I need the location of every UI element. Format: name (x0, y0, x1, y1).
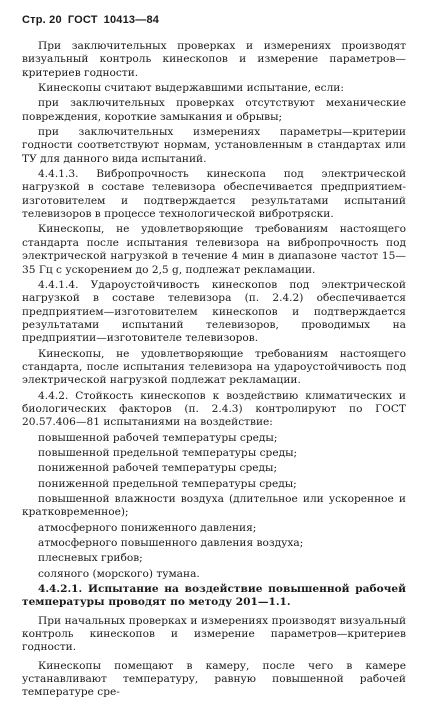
factor-item: атмосферного пониженного давления; (38, 521, 257, 534)
document-body (22, 40, 406, 702)
paragraph: Кинескопы, не удовлетворяющие требованиям настоящего стандарта, после испытания телевизора на удароустойчивость под электрической нагрузкой подлежат рекламации. (22, 347, 406, 387)
paragraph: При заключительных проверках и измерениях производят визуальный контроль кинескопов и измерение параметров—критериев годности. (22, 40, 406, 79)
factor-item: повышенной влажности воздуха (длительное или ускоренное и кратковременное); (22, 493, 406, 519)
clause-4-4-2-1: 4.4.2.1. Испытание на воздействие повышенной рабочей температуры проводят по методу 201—1.1. (22, 583, 406, 609)
page-number: Стр. 20 (22, 14, 62, 26)
factor-item: плесневых грибов; (38, 552, 143, 565)
paragraph: При начальных проверках и измерениях производят визуальный контроль кинескопов и измерение параметров—критериев годности. (22, 614, 406, 654)
standard-label: ГОСТ (67, 14, 98, 26)
paragraph: при заключительных измерениях параметры—критерии годности соответствуют нормам, установленным в стандартах или ТУ для данного вида испытаний. (22, 126, 406, 165)
factor-item: повышенной рабочей температуры среды; (38, 431, 278, 444)
paragraph: Кинескопы считают выдержавшими испытание, если: (38, 82, 344, 95)
factor-item: повышенной предельной температуры среды; (38, 446, 298, 459)
factor-item: атмосферного повышенного давления воздуха; (38, 537, 304, 550)
clause-4-4-1-3: 4.4.1.3. Вибропрочность кинескопа под электрической нагрузкой в составе телевизора обеспечивается предприятием-изготовителем и подтверждается результатами испытаний телевизоров в процессе технологической вибротряски. (22, 168, 406, 221)
factor-item: пониженной предельной температуры среды; (38, 477, 297, 490)
paragraph: при заключительных проверках отсутствуют механические повреждения, короткие замыкания и обрывы; (22, 97, 406, 123)
factor-item: пониженной рабочей температуры среды; (38, 462, 278, 475)
clause-4-4-2: 4.4.2. Стойкость кинескопов к воздействию климатических и биологических факторов (п. 2.4.3) контролируют по ГОСТ 20.57.406—81 испытаниями на воздействие: (22, 389, 406, 429)
standard-number: 10413—84 (103, 14, 160, 26)
page-header (22, 14, 165, 26)
factor-item: соляного (морского) тумана. (38, 567, 200, 580)
clause-4-4-1-4: 4.4.1.4. Удароустойчивость кинескопов под электрической нагрузкой в составе телевизора (п. 2.4.2) обеспечивается предприятием—изготовителем кинескопов и подтверждается результатами испытаний телевизоров, проводимых на предприятии—изготовителе телевизоров. (22, 278, 406, 345)
paragraph: Кинескопы, не удовлетворяющие требованиям настоящего стандарта после испытания телевизора на вибропрочность под электрической нагрузкой в течение 4 мин в диапазоне частот 15—35 Гц с ускорением до 2,5 g, подлежат рекламации. (22, 223, 406, 276)
paragraph: Кинескопы помещают в камеру, после чего в камере устанавливают температуру, равную повышенной рабочей температуре сре- (22, 659, 406, 699)
